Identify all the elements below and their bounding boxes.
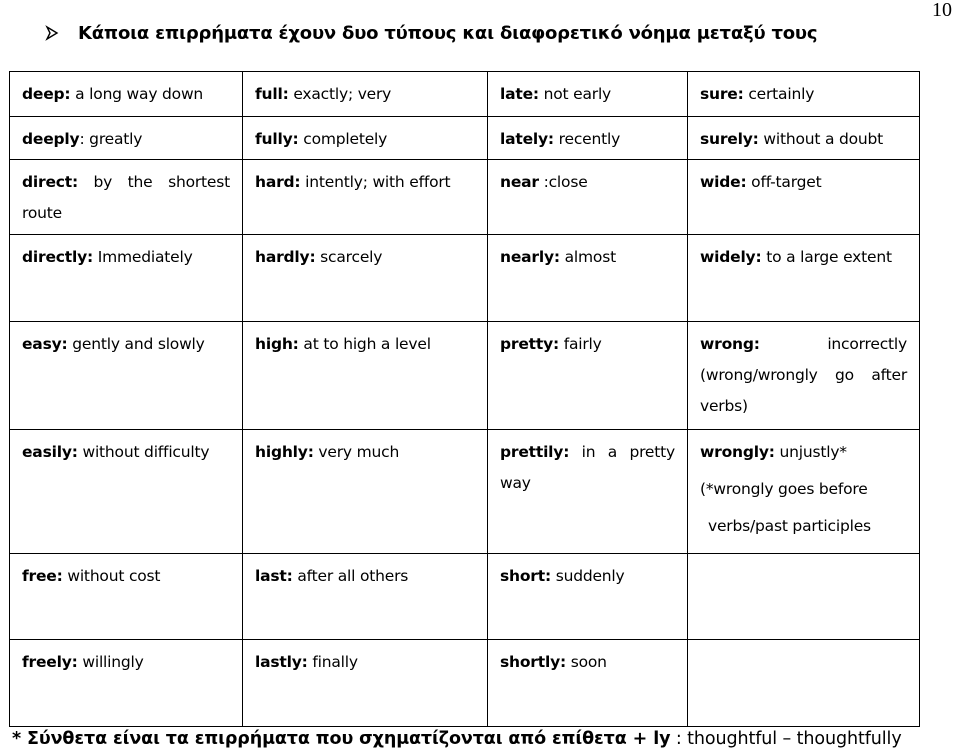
table-cell: free: without cost [10,553,243,640]
usage-note: (*wrongly goes before [700,479,868,498]
table-row [10,429,920,553]
table-cell: wrongly: unjustly* (*wrongly goes before verbs/past participles [688,429,920,553]
arrow-bullet-icon [44,25,60,41]
table-cell: prettily: in a pretty way [488,429,688,553]
table-cell: lately: recently [488,117,688,159]
footnote [12,727,902,752]
heading-text: Κάποια επιρρήματα έχουν δυο τύπους και διαφορετικό νόημα μεταξύ τους [78,22,818,44]
table-cell: deeply: greatly [10,117,243,159]
table-cell: hard: intently; with effort [243,159,488,235]
table-cell: freely: willingly [10,640,243,727]
adverbs-table [9,71,920,727]
table-cell: lastly: finally [243,640,488,727]
table-cell: easily: without difficulty [10,429,243,553]
table-cell: wrong: incorrectly (wrong/wrongly go after verbs) [688,321,920,429]
footnote-bold: * Σύνθετα είναι τα επιρρήματα που σχηματίζονται από επίθετα + ly [12,729,671,749]
table-cell: directly: Immediately [10,235,243,322]
table-cell: fully: completely [243,117,488,159]
table-cell: short: suddenly [488,553,688,640]
table-cell: pretty: fairly [488,321,688,429]
table-row [10,235,920,322]
table-cell-empty [688,553,920,640]
table-cell: highly: very much [243,429,488,553]
usage-note: verbs/past participles [708,516,871,535]
table-row [10,72,920,117]
footnote-example: : thoughtful – thoughtfully [670,729,902,749]
table-row [10,159,920,235]
table-row [10,117,920,159]
table-cell: surely: without a doubt [688,117,920,159]
table-cell: deep: a long way down [10,72,243,117]
table-cell: hardly: scarcely [243,235,488,322]
table-row [10,321,920,429]
table-row [10,640,920,727]
table-cell: nearly: almost [488,235,688,322]
table-cell: sure: certainly [688,72,920,117]
usage-note: (wrong/wrongly go after verbs) [700,365,907,415]
table-cell: direct: by the shortest route [10,159,243,235]
table-cell: easy: gently and slowly [10,321,243,429]
table-cell: last: after all others [243,553,488,640]
section-heading [44,18,817,48]
table-cell: near :close [488,159,688,235]
table-cell: wide: off-target [688,159,920,235]
table-cell-empty [688,640,920,727]
table-cell: high: at to high a level [243,321,488,429]
table-cell: widely: to a large extent [688,235,920,322]
table-cell: full: exactly; very [243,72,488,117]
page-number: 10 [932,0,952,21]
table-cell: late: not early [488,72,688,117]
table-row [10,553,920,640]
table-cell: shortly: soon [488,640,688,727]
